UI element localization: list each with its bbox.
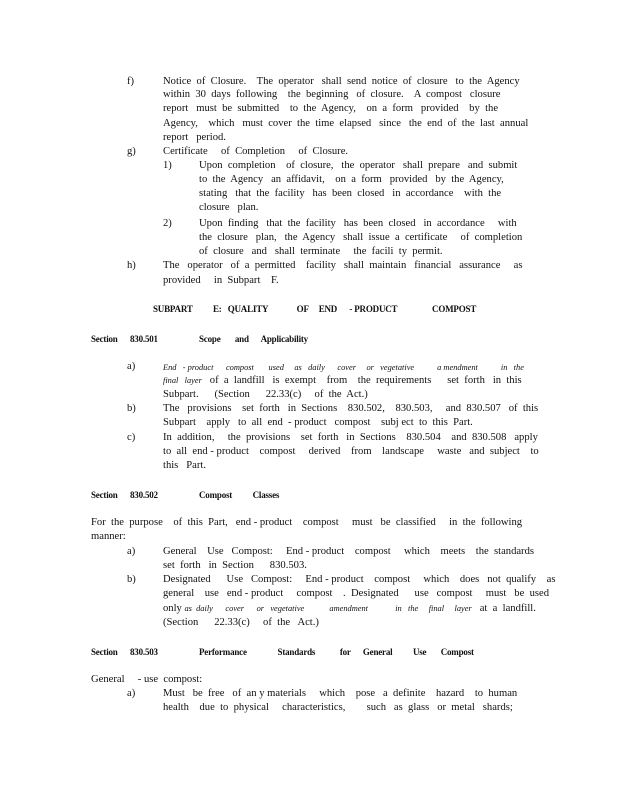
italic-phrase: final layer: [163, 376, 202, 385]
item-501c-line: this Part.: [163, 460, 206, 471]
item-501a-line: [163, 374, 522, 387]
item-f-line: Agency, which must cover the time elapsed since the end of the last annual: [163, 118, 529, 129]
line-text: at a landfill.: [471, 603, 536, 614]
item-501c-label: c): [127, 432, 136, 443]
item-f-line: report period.: [163, 132, 226, 143]
section-503-number: 830.503: [130, 647, 158, 657]
item-g1-line: stating that the facility has been closed in accordance with the: [199, 188, 502, 199]
item-g1-line: Upon completion of closure, the operator shall prepare and submit: [199, 160, 518, 171]
item-503a-label: a): [127, 688, 136, 699]
item-f-line: within 30 days following the beginning of closure. A compost closure: [163, 89, 501, 100]
item-502b-label: b): [127, 574, 136, 585]
item-502b-line: Designated Use Compost: End - product compost which does not qualify as: [163, 574, 556, 585]
item-501c-line: In addition, the provisions set forth in Sections 830.504 and 830.508 apply: [163, 432, 538, 443]
section-501-number: 830.501: [130, 334, 158, 344]
item-g1-line: closure plan.: [199, 202, 259, 213]
item-501c-line: to all end - product compost derived from landscape waste and subject to: [163, 446, 539, 457]
section-502-title: Compost Classes: [199, 490, 280, 500]
item-h-line: provided in Subpart F.: [163, 275, 279, 286]
section-501-label: Section: [91, 334, 118, 344]
item-f-line: Notice of Closure. The operator shall send notice of closure to the Agency: [163, 76, 520, 87]
item-g-line: Certificate of Completion of Closure.: [163, 146, 349, 157]
item-501a-line: Subpart. (Section 22.33(c) of the Act.): [163, 389, 368, 400]
section-502-number: 830.502: [130, 490, 158, 500]
item-501b-line: The provisions set forth in Sections 830.502, 830.503, and 830.507 of this: [163, 403, 539, 414]
item-502b-line: general use end - product compost . Designated use compost must be used: [163, 588, 550, 599]
item-h-line: The operator of a permitted facility shall maintain financial assurance as: [163, 260, 523, 271]
item-g2-line: of closure and shall terminate the facili ty permit.: [199, 246, 443, 257]
item-501a-label: a): [127, 361, 136, 372]
line-text: only: [163, 603, 185, 614]
section-502-label: Section: [91, 490, 118, 500]
item-g2-line: Upon finding that the facility has been closed in accordance with: [199, 218, 517, 229]
section-503-title: Performance Standards for General Use Compost: [199, 647, 474, 657]
item-g2-line: the closure plan, the Agency shall issue a certificate of completion: [199, 232, 523, 243]
item-f-line: report must be submitted to the Agency, on a form provided by the: [163, 103, 499, 114]
section-503-intro: General - use compost:: [91, 674, 203, 685]
item-503a-line: Must be free of an y materials which pose a definite hazard to human: [163, 688, 518, 699]
item-h-label: h): [127, 260, 136, 271]
line-text: of a landfill is exempt from the requirements set forth in this: [201, 375, 522, 386]
item-502a-line: General Use Compost: End - product compost which meets the standards: [163, 546, 535, 557]
item-g2-label: 2): [163, 218, 172, 229]
section-503-label: Section: [91, 647, 118, 657]
item-g-label: g): [127, 146, 136, 157]
item-501b-line: Subpart apply to all end - product compost subj ect to this Part.: [163, 417, 473, 428]
item-503a-line: health due to physical characteristics, such as glass or metal shards;: [163, 702, 513, 713]
item-501b-label: b): [127, 403, 136, 414]
italic-phrase: as daily cover or vegetative amendment in the final layer: [184, 604, 472, 613]
section-501-title: Scope and Applicability: [199, 334, 308, 344]
item-f-label: f): [127, 76, 135, 87]
item-g1-line: to the Agency an affidavit, on a form provided by the Agency,: [199, 174, 504, 185]
section-502-intro: For the purpose of this Part, end - product compost must be classified in the following: [91, 517, 523, 528]
subpart-heading: SUBPART E: QUALITY OF END - PRODUCT COMPOST: [153, 304, 477, 314]
item-502a-label: a): [127, 546, 136, 557]
item-502a-line: set forth in Section 830.503.: [163, 560, 307, 571]
item-502b-line: (Section 22.33(c) of the Act.): [163, 617, 319, 628]
item-501a-line-italic: End - product compost used as daily cover or vegetative a mendment in the: [163, 363, 524, 372]
item-502b-line: [163, 602, 536, 615]
section-502-intro: manner:: [91, 531, 126, 542]
item-g1-label: 1): [163, 160, 172, 171]
